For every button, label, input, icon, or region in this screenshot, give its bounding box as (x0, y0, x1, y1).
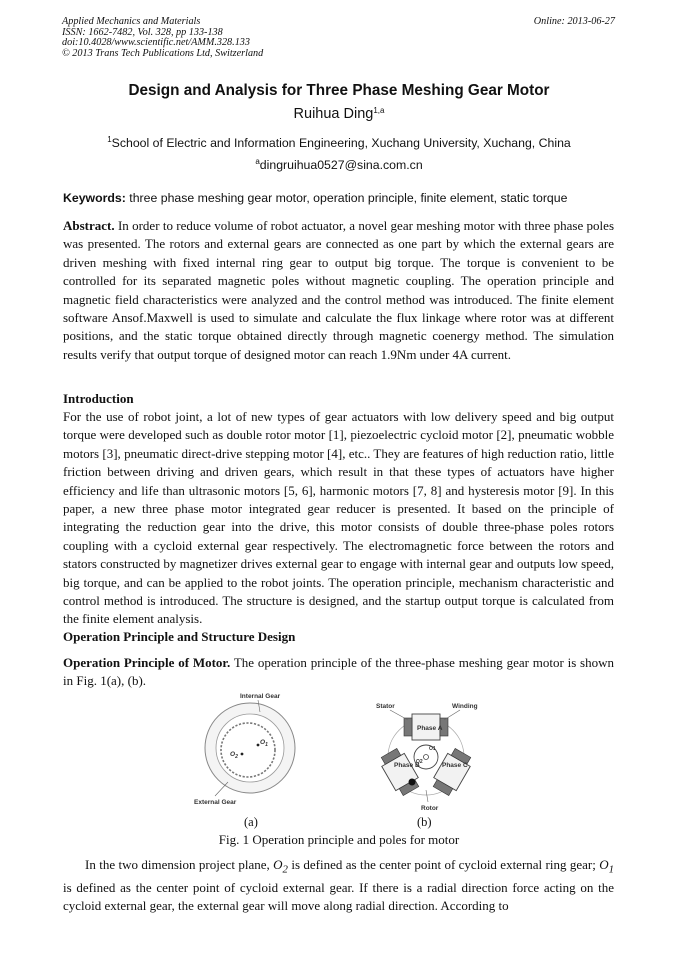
o1-point (257, 744, 260, 747)
figure-b-diagram (376, 703, 478, 812)
winding-leader (444, 710, 460, 720)
rotor-label: Rotor (421, 805, 439, 812)
internal-gear-bore (216, 714, 284, 782)
journal-name: Applied Mechanics and Materials (62, 16, 201, 27)
figure-a-label: (a) (244, 815, 258, 829)
online-date: Online: 2013-06-27 (533, 16, 615, 27)
figure-1 (190, 690, 490, 825)
o2-point (241, 753, 244, 756)
o2-label: $O_2$ (230, 751, 238, 760)
abstract-text: In order to reduce volume of robot actuator, a novel gear meshing motor with three phase poles was presented. The rotors and external gears are connected as one part by which the external gears are driven meshing with fixed internal ring gear to output big torque. The torque is convenient to be controlled for its separated magnetic poles without magnetic coupling. The operation principle and magnetic field characteristics were analyzed and the control method was introduced. The finite element software Ansof.Maxwell is used to simulate and calculate the flux linkage where rotor was at different positions, and the static torque obtained directly through magnetic coenergy method. The simulation results verify that output torque of designed motor can reach 1.9Nm under 4A current. (63, 218, 615, 362)
o2-b-label: O2 (416, 759, 423, 765)
internal-gear-label: Internal Gear (240, 693, 281, 700)
op-paragraph (63, 654, 614, 691)
intro-heading: Introduction (63, 391, 134, 406)
o1-b-label: O1 (429, 746, 436, 752)
paper-title: Design and Analysis for Three Phase Meshing Gear Motor (128, 82, 550, 99)
o1-label: $O_1$ (260, 739, 268, 748)
figure-a-diagram (194, 693, 295, 806)
op-label: Operation Principle of Motor. (63, 655, 231, 670)
issn-line: ISSN: 1662-7482, Vol. 328, pp 133-138 (62, 26, 223, 38)
doi-line: doi:10.4028/www.scientific.net/AMM.328.133 (62, 37, 250, 49)
shaft (424, 755, 429, 760)
email-sup: a (255, 157, 260, 166)
op-text: The operation principle of the three-phase meshing gear motor is shown in Fig. 1(a), (b). (63, 655, 614, 689)
external-gear-leader (215, 782, 228, 796)
figure-b-label: (b) (417, 815, 432, 829)
body-text-3: is defined as the center point of cycloid external gear. If there is a radial direction force acting on the cycloid external gear, the external gear will move along radial direction. According to (63, 880, 614, 914)
stator-leader (390, 710, 408, 720)
author-name: Ruihua Ding (293, 106, 374, 122)
section-heading: Operation Principle and Structure Design (63, 629, 296, 644)
affiliation-text: School of Electric and Information Engineering, Xuchang University, Xuchang, China (111, 136, 571, 150)
abstract (63, 217, 614, 364)
keywords-text: three phase meshing gear motor, operation principle, finite element, static torque (129, 191, 568, 205)
phase-c-label: Phase C (442, 762, 468, 769)
body-paragraph (63, 856, 614, 916)
o1-symbol: $O_1$ (599, 857, 615, 876)
winding-dot (409, 779, 416, 786)
stator-label: Stator (376, 703, 395, 710)
author-email (0, 158, 678, 172)
rotor-leader (426, 790, 428, 802)
keywords-label: Keywords: (63, 191, 126, 205)
keywords (63, 191, 623, 205)
email-text: dingruihua0527@sina.com.cn (259, 158, 423, 172)
figure-caption: Fig. 1 Operation principle and poles for motor (218, 832, 460, 847)
body-text-2: is defined as the center point of cycloid external ring gear; (291, 857, 596, 872)
external-gear-label: External Gear (194, 799, 237, 806)
affiliation-sup: 1 (107, 135, 112, 144)
affiliation (0, 136, 678, 150)
author-line (0, 106, 678, 122)
phase-a-winding-left (404, 718, 412, 736)
intro-paragraph: For the use of robot joint, a lot of new types of gear actuators with low delivery speed and big output torque were developed such as double rotor motor [1], piezoelectric cycloid motor [2], pneumatic wobble motors [3], pneumatic direct-drive stepping motor [4], etc.. They are features of high reduction ratio, little friction between driving and driven gears, which result in that these types of actuators have higher efficiency and life than ultrasonic motors [5, 6], harmonic motors [7, 8] and hysteresis motor [9]. In this paper, a new three phase motor integrated gear reducer is presented. It based on the principle of integrating the reduction gear into the drive, this motor consists of double three-phase poles rotors coupling with a cycloid external gear respectively. The electromagnetic force between the rotors and stators constructed by magnetizer drives external gear to engage with internal gear and outputs low speed, big torque, and can be applied to the robot joints. The operation principle, mechanism characteristic and control method is introduced. The structure is designed, and the startup output torque is calculated from the finite element analysis. (63, 409, 614, 627)
abstract-label: Abstract. (63, 218, 115, 233)
body-text-1: In the two dimension project plane, (85, 857, 270, 872)
author-sup: 1,a (373, 106, 385, 115)
journal-header (62, 17, 263, 59)
o2-symbol: $O_2$ (273, 857, 288, 876)
phase-b-label: Phase B (394, 762, 420, 769)
winding-label: Winding (452, 703, 478, 710)
copyright-line: © 2013 Trans Tech Publications Ltd, Switzerland (62, 47, 264, 59)
phase-a-label: Phase A (417, 725, 443, 732)
